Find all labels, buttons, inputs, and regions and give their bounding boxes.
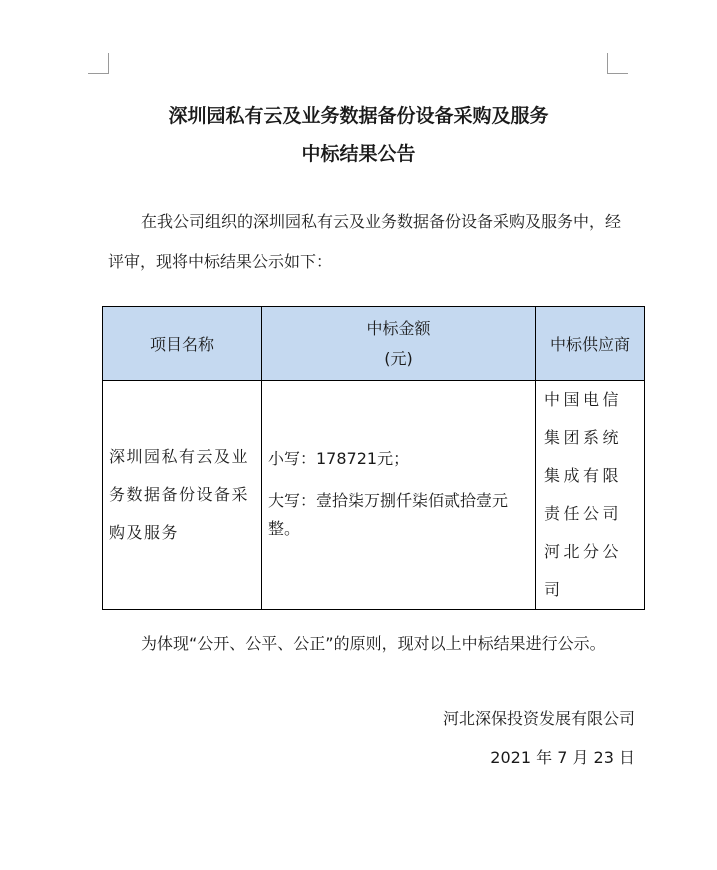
cell-project-name: 深圳园私有云及业务数据备份设备采购及服务 [103,381,262,610]
table-header-row [103,307,645,381]
header-bid-amount-unit: (元) [384,348,413,368]
intro-paragraph-line-2: 评审，现将中标结果公示如下： [108,252,333,271]
intro-paragraph-line-1: 在我公司组织的深圳园私有云及业务数据备份设备采购及服务中，经 [141,212,622,231]
crop-mark-top-right [607,53,628,74]
document-title-line-2: 中标结果公告 [301,143,416,165]
cell-bid-amount [262,381,536,610]
signer-company: 河北深保投资发展有限公司 [442,709,635,728]
header-bid-amount-label: 中标金额 [366,318,431,338]
document-title-line-1: 深圳园私有云及业务数据备份设备采购及服务 [168,105,549,127]
header-project-name: 项目名称 [103,307,262,381]
amount-in-figures: 小写：178721元； [268,449,410,468]
bid-result-table [102,306,645,610]
crop-mark-top-left [88,53,109,74]
amount-in-words: 大写：壹拾柒万捌仟柒佰贰拾壹元整。 [268,491,509,538]
table-row [103,381,645,610]
closing-statement: 为体现“公开、公平、公正”的原则，现对以上中标结果进行公示。 [141,634,606,653]
cell-supplier: 中国电信集团系统集成有限责任公司河北分公司 [536,381,645,610]
announcement-date: 2021 年 7 月 23 日 [490,748,635,767]
header-bid-amount [262,307,536,381]
header-supplier: 中标供应商 [536,307,645,381]
